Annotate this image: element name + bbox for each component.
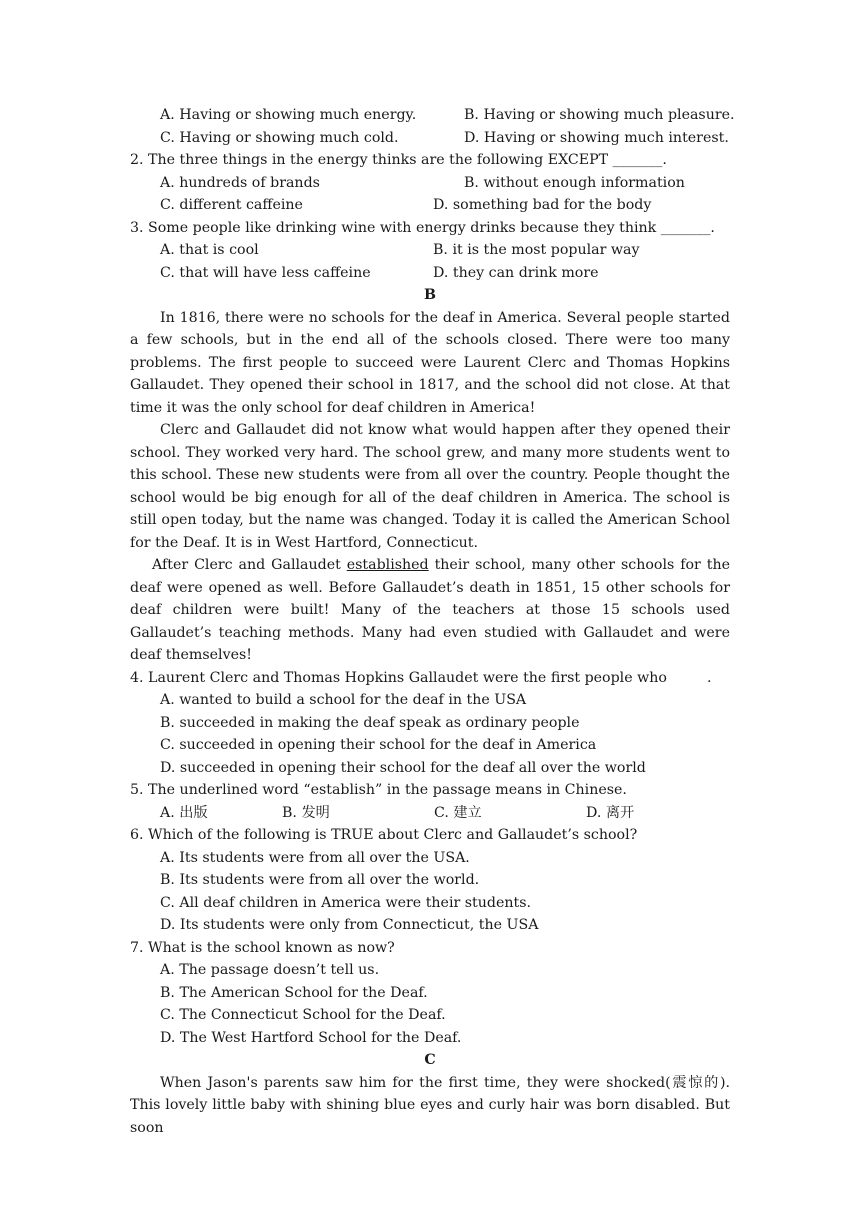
q1-options-row-2 [130, 127, 730, 150]
q3-stem: 3. Some people like drinking wine with energy drinks because they think _______. [130, 219, 715, 236]
q1-option-c: C. Having or showing much cold. [160, 129, 399, 146]
q1-option-a: A. Having or showing much energy. [160, 107, 417, 123]
q3-options-row-2 [130, 262, 730, 285]
q3-options-row-1 [130, 239, 730, 262]
q3-option-d: D. they can drink more [433, 264, 599, 281]
q4-option-a: A. wanted to build a school for the deaf in the USA [160, 692, 527, 708]
q2-options-row-1 [130, 172, 730, 195]
q4-stem-end: . [707, 669, 712, 686]
paragraph-3-rest: their school, many other schools for the deaf were opened as well. Before Gallaudet’s death in 1851, 15 other schools for deaf children were built! Many of the teachers at those 15 schools used Gallaudet’s teaching methods. Many had even studied with Gallaudet and were deaf themselves! [130, 557, 730, 663]
q1-option-b: B. Having or showing much pleasure. [464, 107, 735, 123]
section-b-paragraph-1: In 1816, there were no schools for the deaf in America. Several people started a few schools, but in the end all of the schools closed. There were too many problems. The first people to succeed were Laurent Clerc and Thomas Hopkins Gallaudet. They opened their school in 1817, and the school did not close. At that time it was the only school for deaf children in America! [130, 309, 730, 416]
q2-stem: 2. The three things in the energy thinks are the following EXCEPT _______. [130, 152, 667, 168]
q6-option-a: A. Its students were from all over the USA. [160, 849, 470, 866]
q7-option-c: C. The Connecticut School for the Deaf. [160, 1007, 446, 1023]
q5-option-b: B. 发明 [282, 804, 330, 821]
q5-option-a: A. 出版 [160, 804, 208, 821]
q7-option-a: A. The passage doesn’t tell us. [160, 962, 380, 978]
section-c-heading: C [424, 1052, 436, 1068]
q4-option-c: C. succeeded in opening their school for the deaf in America [160, 737, 597, 753]
q1-option-d: D. Having or showing much interest. [464, 129, 729, 146]
q1-options-row-1 [130, 104, 735, 127]
q2-option-b: B. without enough information [464, 174, 685, 191]
q3-option-b: B. it is the most popular way [433, 242, 640, 258]
section-b-paragraph-2: Clerc and Gallaudet did not know what would happen after they opened their school. They worked very hard. The school grew, and many more students went to this school. These new students were from all over the country. People thought the school would be big enough for all of the deaf children in America. The school is still open today, but the name was changed. Today it is called the American School for the Deaf. It is in West Hartford, Connecticut. [130, 422, 730, 551]
q5-options-row [130, 802, 730, 825]
q6-option-c: C. All deaf children in America were their students. [160, 894, 531, 911]
q4-stem-line [130, 667, 730, 690]
q6-option-d: D. Its students were only from Connecticut, the USA [160, 917, 539, 933]
q3-option-a: A. that is cool [160, 242, 259, 258]
q2-option-d: D. something bad for the body [433, 197, 652, 213]
paragraph-3-lead: After Clerc and Gallaudet [152, 557, 347, 573]
q3-option-c: C. that will have less caffeine [160, 264, 371, 281]
q4-option-d: D. succeeded in opening their school for the deaf all over the world [160, 759, 646, 776]
q5-option-c: C. 建立 [434, 804, 482, 821]
section-b-paragraph-3 [130, 554, 730, 667]
section-b-heading: B [424, 287, 436, 303]
q5-option-d: D. 离开 [586, 804, 635, 821]
q7-option-b: B. The American School for the Deaf. [160, 984, 428, 1001]
q6-option-b: B. Its students were from all over the world. [160, 872, 480, 888]
q4-stem: 4. Laurent Clerc and Thomas Hopkins Gallaudet were the first people who [130, 669, 667, 686]
q2-option-c: C. different caffeine [160, 197, 303, 213]
q4-option-b: B. succeeded in making the deaf speak as ordinary people [160, 714, 580, 731]
section-c-paragraph-1: When Jason's parents saw him for the first time, they were shocked(震惊的). This lovely little baby with shining blue eyes and curly hair was born disabled. But soon [130, 1074, 730, 1136]
exam-page [130, 104, 735, 1139]
q6-stem: 6. Which of the following is TRUE about Clerc and Gallaudet’s school? [130, 827, 638, 843]
q2-options-row-2 [130, 194, 730, 217]
q2-option-a: A. hundreds of brands [160, 174, 320, 191]
underlined-word-established: established [346, 557, 429, 573]
q7-option-d: D. The West Hartford School for the Deaf. [160, 1029, 462, 1046]
q5-stem: 5. The underlined word “establish” in the passage means in Chinese. [130, 782, 627, 798]
q7-stem: 7. What is the school known as now? [130, 939, 395, 956]
